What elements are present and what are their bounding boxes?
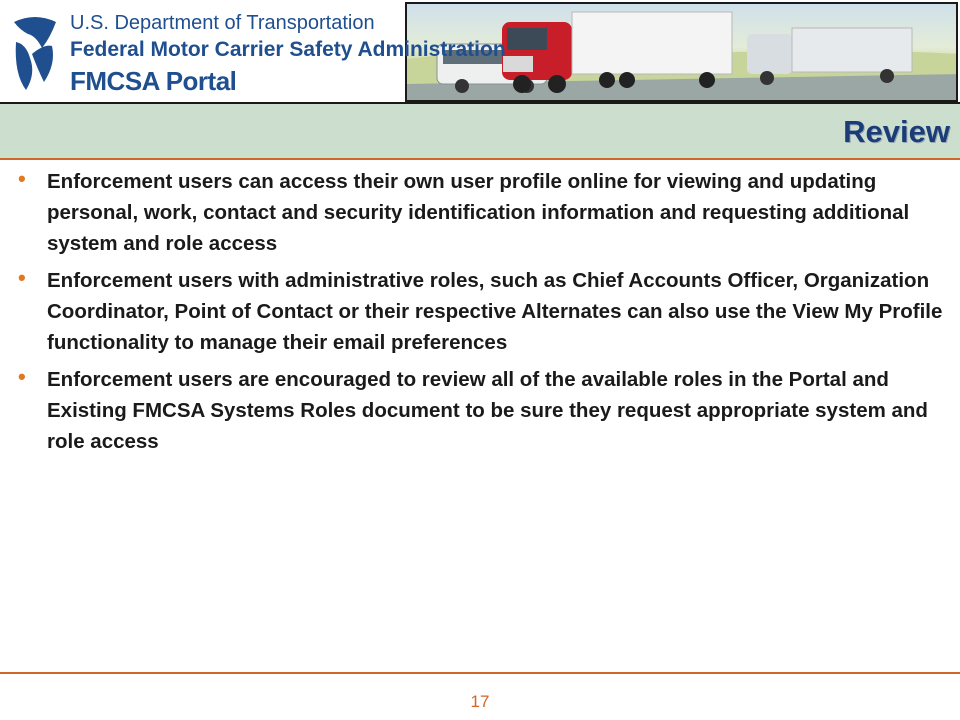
agency-department: U.S. Department of Transportation — [70, 12, 375, 34]
bullet-dot-icon: • — [18, 166, 26, 191]
bullet-item — [0, 265, 960, 358]
bullet-item — [0, 166, 960, 259]
bullet-list — [0, 166, 960, 463]
bullet-text: Enforcement users with administrative roles, such as Chief Accounts Officer, Organization Coordinator, Point of Contact or their respective Alternates can also use the View My Profile functionality to manage their email preferences — [47, 269, 943, 354]
header-banner — [0, 0, 960, 104]
slide-title: Review — [843, 114, 950, 149]
footer-divider — [0, 672, 960, 674]
page-number: 17 — [470, 692, 490, 711]
bullet-item — [0, 364, 960, 457]
title-bar — [0, 104, 960, 160]
agency-name: Federal Motor Carrier Safety Administration — [70, 38, 506, 61]
bullet-dot-icon: • — [18, 364, 26, 389]
bullet-dot-icon: • — [18, 265, 26, 290]
bullet-text: Enforcement users can access their own user profile online for viewing and updating personal, work, contact and security identification information and requesting additional system and role access — [47, 170, 910, 255]
dot-logo-icon — [10, 8, 60, 96]
portal-name: FMCSA Portal — [70, 66, 237, 96]
bullet-text: Enforcement users are encouraged to review all of the available roles in the Portal and Existing FMCSA Systems Roles document to be sure they request appropriate system and role access — [47, 368, 928, 453]
